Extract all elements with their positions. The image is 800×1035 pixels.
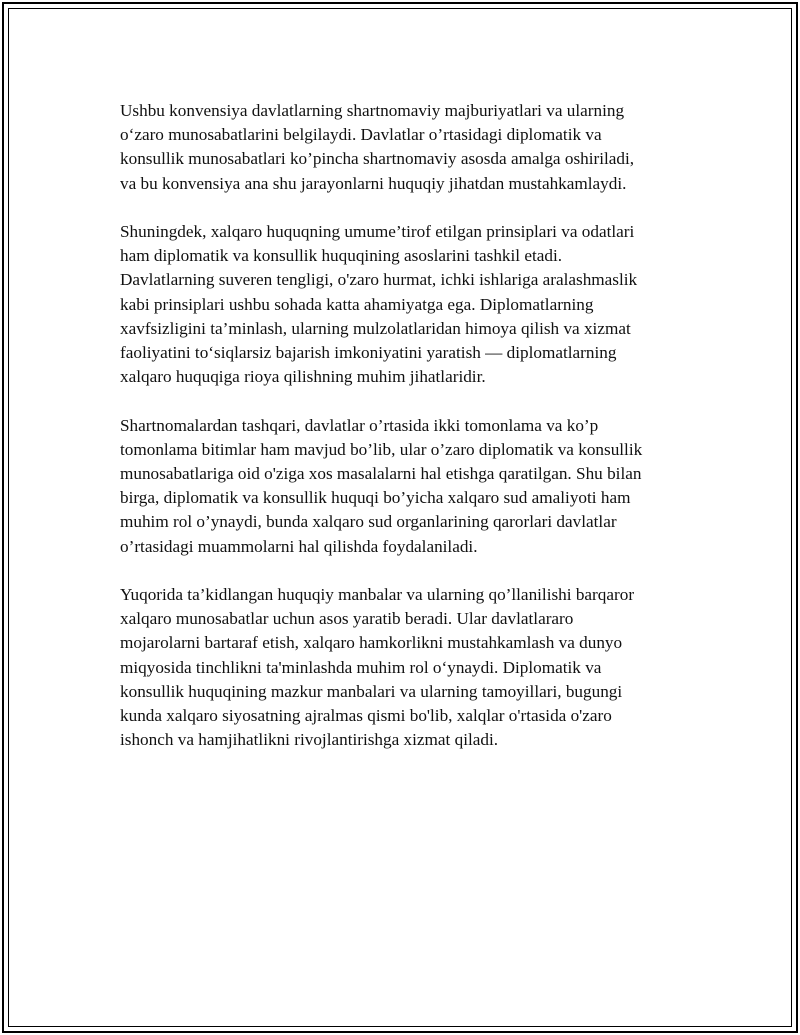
paragraph-1: Ushbu konvensiya davlatlarning shartnomaviy majburiyatlari va ularning o‘zaro munosabatlarini belgilaydi. Davlatlar o’rtasidagi diplomatik va konsullik munosabatlari ko’pincha shartnomaviy asosda amalga oshiriladi, va bu konvensiya ana shu jarayonlarni huquqiy jihatdan mustahkamlaydi. xyxy=(120,101,635,193)
paragraph-3: Shartnomalardan tashqari, davlatlar o’rtasida ikki tomonlama va ko’p tomonlama bitimlar ham mavjud bo’lib, ular o’zaro diplomatik va konsullik munosabatlariga oid o'ziga xos masalalarni hal etishga qaratilgan. Shu bilan birga, diplomatik va konsullik huquqi bo’yicha xalqaro sud amaliyoti ham muhim rol o’ynaydi, bunda xalqaro sud organlarining qarorlari davlatlar o’rtasidagi muammolarni hal qilishda foydalaniladi. xyxy=(120,415,643,556)
paragraph-2: Shuningdek, xalqaro huquqning umume’tirof etilgan prinsiplari va odatlari ham diplomatik va konsullik huquqining asoslarini tashkil etadi. Davlatlarning suveren tengligi, o'zaro hurmat, ichki ishlariga aralashmaslik kabi prinsiplari ushbu sohada katta ahamiyatga ega. Diplomatlarning xavfsizligini ta’minlash, ularning mulzolatlaridan himoya qilish va xizmat faoliyatini to‘siqlarsiz bajarish imkoniyatini yaratish — diplomatlarning xalqaro huquqiga rioya qilishning muhim jihatlaridir. xyxy=(120,222,638,387)
paragraph-4: Yuqorida ta’kidlangan huquqiy manbalar va ularning qo’llanilishi barqaror xalqaro munosabatlar uchun asos yaratib beradi. Ular davlatlararo mojarolarni bartaraf etish, xalqaro hamkorlikni mustahkamlash va dunyo miqyosida tinchlikni ta'minlashda muhim rol o‘ynaydi. Diplomatik va konsullik huquqining mazkur manbalari va ularning tamoyillari, bugungi kunda xalqaro siyosatning ajralmas qismi bo'lib, xalqlar o'rtasida o'zaro ishonch va hamjihatlikni rivojlantirishga xizmat qiladi. xyxy=(120,585,635,750)
document-page xyxy=(2,2,798,1033)
document-body xyxy=(120,99,690,777)
